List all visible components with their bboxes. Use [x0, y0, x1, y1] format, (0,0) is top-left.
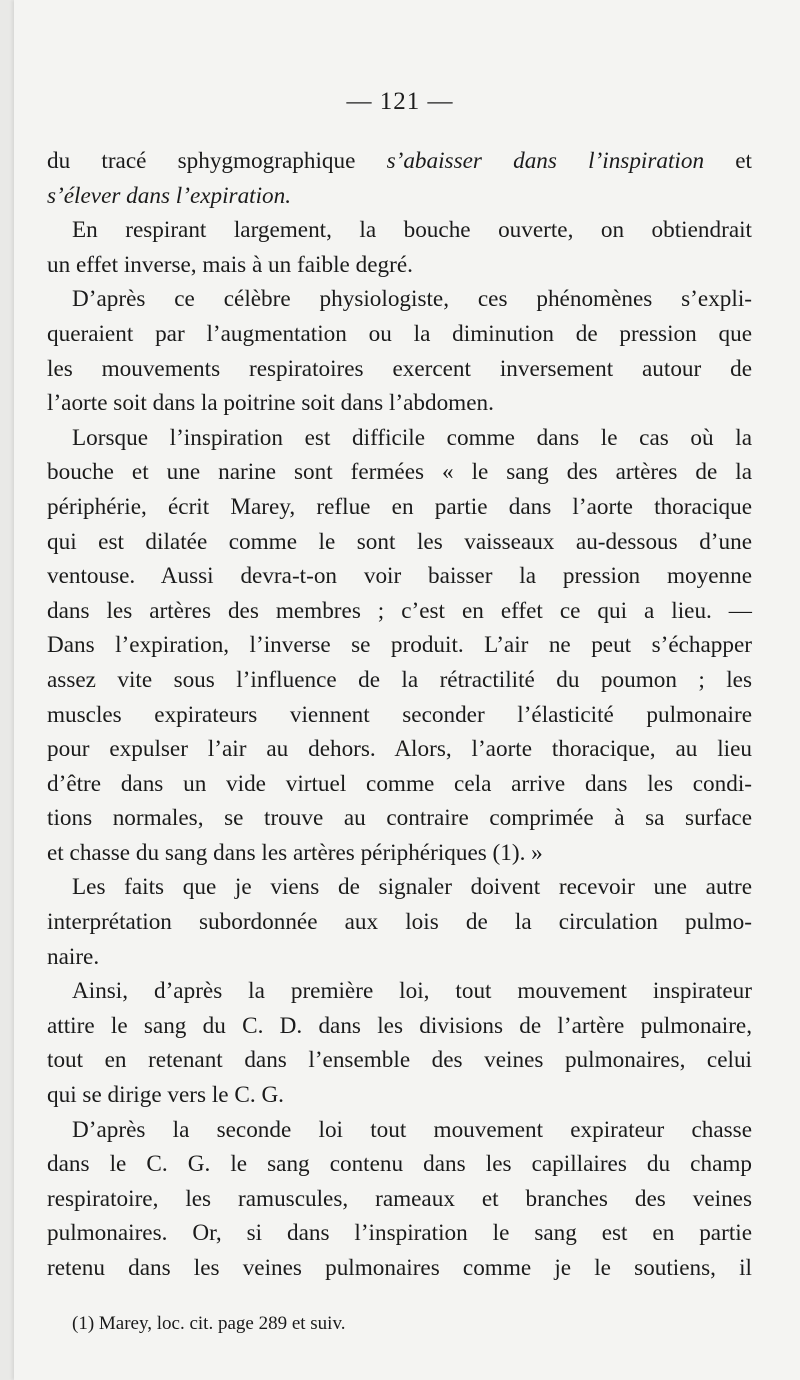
text-line: [47, 213, 752, 248]
text-run: naire.: [47, 943, 100, 970]
text-run: muscles expirateurs viennent seconder l’élasticité pulmonaire: [47, 701, 752, 728]
paragraph: [47, 870, 752, 974]
text-run: dans le C. G. le sang contenu dans les capillaires du champ: [47, 1151, 752, 1178]
text-run: Les faits que je viens de signaler doivent recevoir une autre: [72, 874, 752, 901]
text-line: [47, 1216, 752, 1251]
footnote: (1) Marey, loc. cit. page 289 et suiv.: [72, 1313, 346, 1334]
paragraph: [47, 282, 752, 420]
text-run: qui se dirige vers le C. G.: [47, 1082, 284, 1109]
text-line: [47, 732, 752, 767]
italic-text: s’abaisser dans l’inspiration: [386, 148, 705, 174]
text-line: [47, 179, 752, 214]
text-run: retenu dans les veines pulmonaires comme je le soutiens, il: [47, 1255, 752, 1281]
text-run: les mouvements respiratoires exercent inversement autour de: [47, 355, 752, 382]
text-run: assez vite sous l’influence de la rétractilité du poumon ; les: [47, 666, 752, 693]
text-run: pour expulser l’air au dehors. Alors, l’aorte thoracique, au lieu: [47, 736, 752, 763]
text-run: Dans l’expiration, l’inverse se produit. L’air ne peut s’échapper: [47, 632, 752, 659]
text-run: pulmonaires. Or, si dans l’inspiration le sang est en partie: [47, 1220, 752, 1247]
text-line: [47, 248, 752, 283]
text-line: [47, 698, 752, 733]
text-line: [47, 905, 752, 940]
page-number: — 121 —: [346, 88, 454, 115]
text-run: périphérie, écrit Marey, reflue en partie dans l’aorte thoracique: [47, 493, 752, 520]
text-run: et chasse du sang dans les artères périphériques (1). »: [47, 839, 543, 866]
text-line: [47, 421, 752, 456]
text-run: ventouse. Aussi devra-t-on voir baisser la pression moyenne: [47, 563, 752, 590]
text-line: [47, 1182, 752, 1217]
text-run: En respirant largement, la bouche ouverte, on obtiendrait: [72, 217, 752, 244]
text-line: [47, 870, 752, 905]
text-line: [47, 801, 752, 836]
body-text: [47, 144, 752, 1286]
text-run: bouche et une narine sont fermées « le sang des artères de la: [47, 459, 752, 486]
text-run: attire le sang du C. D. dans les divisions de l’artère pulmonaire,: [47, 1012, 752, 1039]
text-line: [47, 282, 752, 317]
text-run: l’aorte soit dans la poitrine soit dans l’abdomen.: [47, 390, 494, 417]
paragraph: [47, 1113, 752, 1286]
text-line: [47, 386, 752, 421]
text-run: queraient par l’augmentation ou la diminution de pression que: [47, 320, 752, 347]
text-run: respiratoire, les ramuscules, rameaux et branches des veines: [47, 1185, 752, 1212]
text-run: Ainsi, d’après la première loi, tout mouvement inspirateur: [72, 978, 752, 1005]
text-run: et: [704, 148, 752, 174]
text-line: [47, 144, 752, 179]
paragraph: [47, 144, 752, 213]
text-line: [47, 352, 752, 387]
text-run: tions normales, se trouve au contraire comprimée à sa surface: [47, 805, 752, 832]
text-line: [47, 1147, 752, 1182]
text-line: [47, 767, 752, 802]
text-line: [47, 1113, 752, 1148]
text-line: [47, 1043, 752, 1078]
text-run: du tracé sphygmographique: [47, 148, 387, 174]
text-line: [47, 455, 752, 490]
text-line: [47, 490, 752, 525]
text-line: [47, 594, 752, 629]
text-line: [47, 559, 752, 594]
text-run: un effet inverse, mais à un faible degré.: [47, 251, 413, 278]
text-line: [47, 1078, 752, 1113]
text-run: dans les artères des membres ; c’est en effet ce qui a lieu. —: [47, 597, 752, 624]
text-line: [47, 525, 752, 560]
text-run: Lorsque l’inspiration est difficile comme dans le cas où la: [72, 424, 752, 451]
text-line: [47, 1009, 752, 1044]
text-run: qui est dilatée comme le sont les vaisseaux au-dessous d’une: [47, 528, 752, 555]
text-run: interprétation subordonnée aux lois de la circulation pulmo-: [47, 909, 752, 936]
text-line: [47, 836, 752, 871]
text-line: [47, 628, 752, 663]
text-line: [47, 1251, 752, 1286]
text-run: D’après la seconde loi tout mouvement expirateur chasse: [72, 1116, 752, 1143]
text-line: [47, 974, 752, 1009]
text-run: D’après ce célèbre physiologiste, ces phénomènes s’expli-: [72, 286, 752, 313]
italic-text: s’élever dans l’expiration.: [47, 182, 292, 209]
paragraph: [47, 974, 752, 1112]
paragraph: [47, 213, 752, 282]
text-line: [47, 940, 752, 975]
text-run: d’être dans un vide virtuel comme cela arrive dans les condi-: [47, 770, 752, 797]
text-run: tout en retenant dans l’ensemble des veines pulmonaires, celui: [47, 1047, 752, 1074]
text-line: [47, 317, 752, 352]
paragraph: [47, 421, 752, 871]
text-line: [47, 663, 752, 698]
